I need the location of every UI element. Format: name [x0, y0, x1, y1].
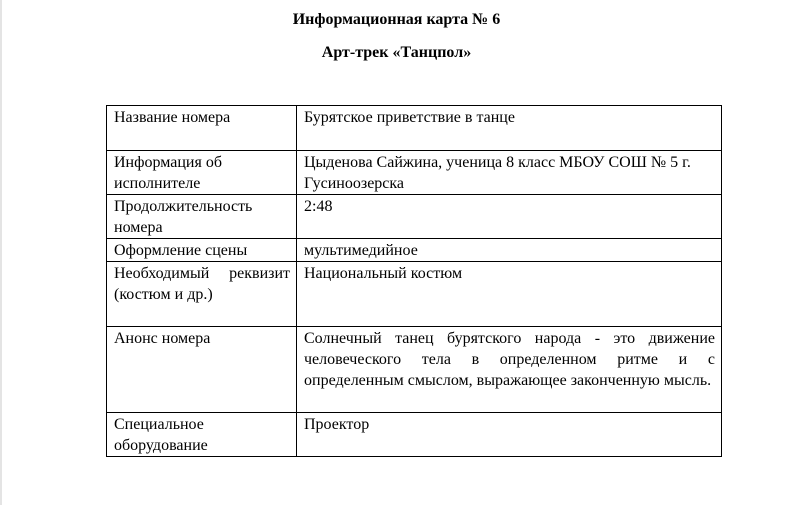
row-value-equipment: Проектор [297, 413, 722, 457]
info-card-table [106, 105, 722, 457]
document-subtitle: Арт-трек «Танцпол» [321, 44, 472, 61]
page-left-edge [0, 0, 2, 505]
row-label-performance-name: Название номера [107, 106, 297, 151]
row-label-performer-info: Информация об исполнителе [107, 151, 297, 195]
row-label-announcement: Анонс номера [107, 327, 297, 413]
table-row-performer-info [107, 151, 722, 195]
row-value-performance-name: Бурятское приветствие в танце [297, 106, 722, 151]
table-row-equipment [107, 413, 722, 457]
row-value-announcement: Солнечный танец бурятского народа - это движение человеческого тела в определенном ритме и с определенным смыслом, выражающее законченную мысль. [297, 327, 722, 413]
table-row-duration [107, 195, 722, 239]
document-title: Информационная карта № 6 [292, 11, 501, 28]
row-label-equipment: Специальное оборудование [107, 413, 297, 457]
row-label-duration: Продолжительность номера [107, 195, 297, 239]
table-row-props [107, 262, 722, 327]
table-row-stage-design [107, 239, 722, 262]
row-value-stage-design: мультимедийное [297, 239, 722, 262]
row-label-props: Необходимый реквизит (костюм и др.) [107, 262, 297, 327]
row-value-performer-info: Цыденова Сайжина, ученица 8 класс МБОУ СОШ № 5 г. Гусиноозерска [297, 151, 722, 195]
row-value-duration: 2:48 [297, 195, 722, 239]
row-value-props: Национальный костюм [297, 262, 722, 327]
row-label-stage-design: Оформление сцены [107, 239, 297, 262]
table-row-announcement [107, 327, 722, 413]
table-row-performance-name [107, 106, 722, 151]
